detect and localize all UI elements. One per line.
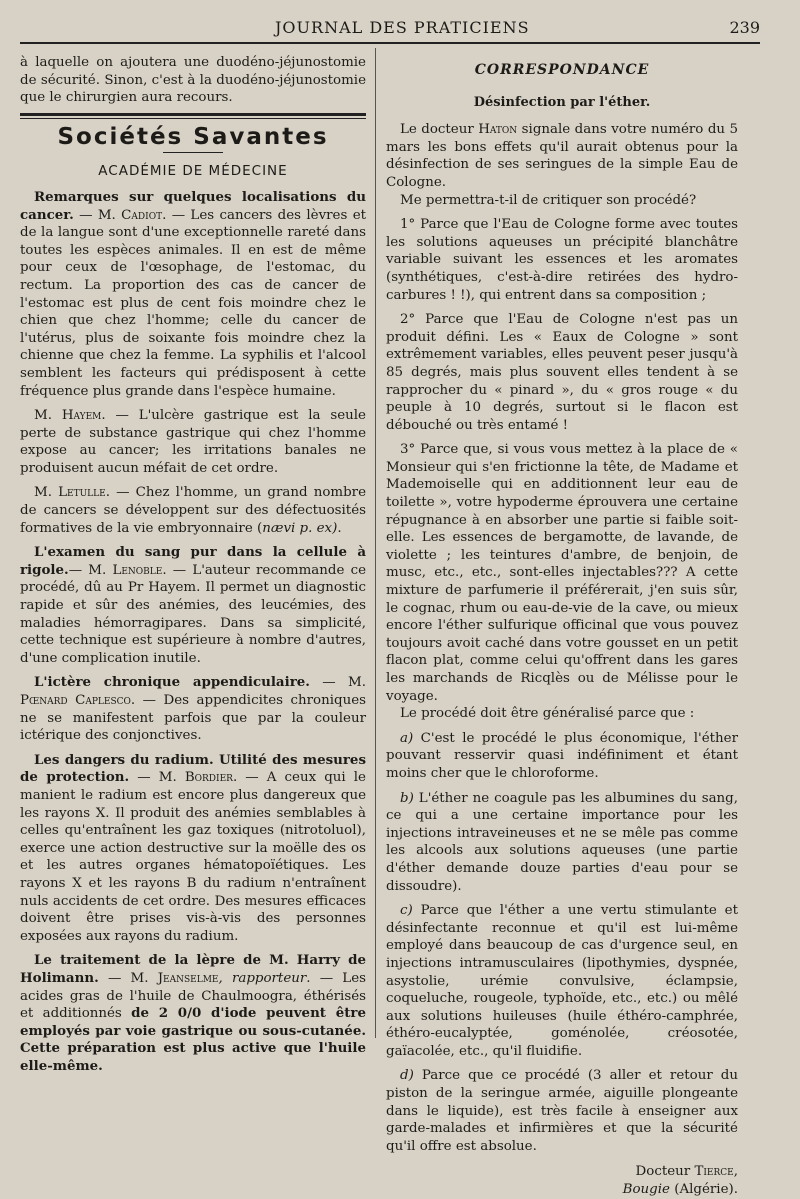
letter-paragraph: 2° Parce que l'Eau de Cologne n'est pas un produit défini. Les « Eaux de Cologne » sont extrêmement variables, elles peuvent peser jusqu'à 85 degrés, mais plus souvent elles tendent à se rapprocher du « pinard », du « gros rouge « du peuple à 10 degrés, surtout si le flacon est débouché ou très entamé ! xyxy=(386,312,738,433)
page-number: 239 xyxy=(729,18,760,37)
article-title: L'examen du sang pur dans la cellule à rigole. xyxy=(20,544,366,578)
letter-paragraph: Le procédé doit être généralisé parce que : xyxy=(400,706,695,722)
article-sang: L'examen du sang pur dans la cellule à rigole.— M. Lenoble. — L'auteur recommande ce procédé, dû au Pr Hayem. Il permet un diagnostic rapide et sûr des anémies, des leucémies, des maladies hémorragipares. Dans sa simplicité, cette technique est supérieure à nombre d'autres, d'une complication inutile. xyxy=(20,544,367,666)
article-cancer: Remarques sur quelques localisations du cancer. — M. Cadiot. — Les cancers des lèvres et de la langue sont d'une exceptionnelle rareté dans toutes les espèces animales. Il en est de même pour ceux de l'œsophage, de l'estomac, du rectum. La proportion des cas de cancer de l'estomac est plus de cent fois moindre chez le chien que chez l'homme; celle du cancer de l'utérus, plus de soixante fois moindre chez la chienne que chez la femme. La syphilis et l'alcool semblent les facteurs qui prédisposent à cette fréquence plus grande dans l'espèce humaine. xyxy=(20,188,366,399)
author-name: Letulle xyxy=(58,485,106,501)
left-column xyxy=(20,54,366,1075)
right-column xyxy=(386,54,738,1199)
letter-place: Bougie (Algérie). xyxy=(622,1182,738,1198)
page-header xyxy=(20,14,760,42)
article-letulle: M. Letulle. — Chez l'homme, un grand nombre de cancers se développent sur des défectuosités formatives de la vie embryonnaire (nævi p. ex). xyxy=(20,485,366,536)
article-radium: Les dangers du radium. Utilité des mesures de protection. — M. Bordier. — A ceux qui le manient le radium est encore plus dangereux que les rayons X. Il produit des anémies semblables à celles qu'entraînent les gaz toxiques (nitrotoluol), exerce une action destructive sur la moëlle des os et les autres organes hématopoïétiques. Les rayons X et les rayons B du radium n'entraînent nuls accidents de cet ordre. Des mesures efficaces doivent être prises vis-à-vis des personnes exposées aux rayons du radium. xyxy=(20,751,366,944)
article-hayem: M. Hayem. — L'ulcère gastrique est la seule perte de substance gastrique qui chez l'homme expose au cancer; les irritations banales ne produisent aucun méfait de cet ordre. xyxy=(20,408,366,476)
section-rule xyxy=(20,113,366,119)
letter-paragraph: Me permettra-t-il de critiquer son procédé? xyxy=(400,192,697,208)
title-rule xyxy=(163,152,223,153)
list-item-b: b) L'éther ne coagule pas les albumines du sang, ce qui a une certaine importance pour les injections intraveineuses et ne se mêle pas comme les alcools aux solutions aqueuses (une partie d'éther demande douze parties d'eau pour se dissoudre). xyxy=(386,790,738,894)
article-title: Les dangers du radium. Utilité des mesures de protection. xyxy=(20,751,366,786)
author-name: Cadiot xyxy=(121,207,163,223)
section-title: Sociétés Savantes xyxy=(57,123,329,150)
letter-paragraph: 1° Parce que l'Eau de Cologne forme avec toutes les solutions aqueuses un précipité blanchâtre variable suivant les essences et les aromates (synthétiques, c'est-à-dire retirées des hydro-carbures ! !), qui entrent dans sa composition ; xyxy=(386,217,738,303)
list-item-a: a) C'est le procédé le plus économique, l'éther pouvant resservir quasi indéfiniment et étant moins cher que le chloroforme. xyxy=(386,730,738,781)
article-title: Le traitement de la lèpre de M. Harry de Holimann. xyxy=(20,952,366,986)
list-item-c: c) Parce que l'éther a une vertu stimulante et désinfectante reconnue et qu'il est lui-même employé dans beaucoup de cas d'urgence seul, en injections intramusculaires (lipothymies, dyspnée, asystolie, urémie convulsive, éclampsie, coqueluche, rougeole, typhoïde, etc., etc.) ou mêlé aux solutions huileuses (huile éthéro-camphrée, éthéro-eucalyptée, goménolée, créosotée, gaïacolée, etc., qu'il fluidifie. xyxy=(386,903,738,1059)
list-item-d: d) Parce que ce procédé (3 aller et retour du piston de la seringue armée, aiguille plongeante dans le liquide), est très facile à enseigner aux garde-malades et infirmières et que la sécurité qu'il offre est absolue. xyxy=(386,1068,738,1154)
author-name: Hayem xyxy=(61,408,102,424)
author-name: Jeanselme xyxy=(157,970,219,986)
article-title: L'ictère chronique appendiculaire. xyxy=(34,674,310,691)
author-name: Lenoble xyxy=(112,562,163,578)
author-name: Bordier xyxy=(184,770,233,786)
column-divider xyxy=(375,48,376,1038)
article-lepre: Le traitement de la lèpre de M. Harry de Holimann. — M. Jeanselme, rapporteur. — Les acides gras de l'huile de Chaulmoogra, éthérisés et additionnés de 2 0/0 d'iode peuvent être employés par voie gastrique ou sous-cutanée. Cette préparation est plus active que l'huile elle-même. xyxy=(20,952,366,1074)
article-title: Remarques sur quelques localisations du cancer. xyxy=(20,188,366,223)
letter-subheading: Désinfection par l'éther. xyxy=(473,94,651,110)
author-name: Pœnard Caplesco xyxy=(20,693,131,708)
article-ictere: L'ictère chronique appendiculaire. — M. Pœnard Caplesco. — Des appendicites chroniques ne se manifestent parfois que par la couleur ictérique des conjonctives. xyxy=(20,674,366,744)
correspondance-heading: CORRESPONDANCE xyxy=(474,62,650,78)
intro-paragraph: à laquelle on ajoutera une duodéno-jéjunostomie de sécurité. Sinon, c'est à la duodéno-jéjunostomie que le chirurgien aura recours. xyxy=(20,55,366,106)
letter-paragraph: Le docteur Haton signale dans votre numéro du 5 mars les bons effets qu'il aurait obtenus pour la désinfection de ses seringues de la simple Eau de Cologne. xyxy=(386,122,739,190)
letter-signature: Docteur Tierce, xyxy=(635,1164,738,1180)
author-name: Haton xyxy=(478,122,518,138)
journal-title: JOURNAL DES PRATICIENS xyxy=(275,18,530,37)
signatory-name: Tierce xyxy=(694,1164,734,1180)
letter-paragraph: 3° Parce que, si vous vous mettez à la place de « Monsieur qui s'en frictionne la tête, de Madame et Mademoiselle qui en additionnent leur eau de toilette », votre hypoderme éprouvera une certaine répugnance à en absorber une partie si faible soit-elle. Les essences de bergamotte, de lavande, de violette ; les teintures d'ambre, de benjoin, de musc, etc., etc., sont-elles injectables??? A cette mixture de parfumerie il préférerait, j'en suis sûr, le cognac, rhum ou eau-de-vie de la cave, ou mieux encore l'éther sulfurique officinal que vous pouvez toujours avoit caché dans votre gousset en un petit flacon plat, comme celui qu'offrent dans les gares les marchands de Ricqlès ou de Mélisse pour le voyage. xyxy=(386,442,738,704)
header-rule xyxy=(20,42,760,44)
academy-heading: ACADÉMIE DE MÉDECINE xyxy=(98,163,288,180)
